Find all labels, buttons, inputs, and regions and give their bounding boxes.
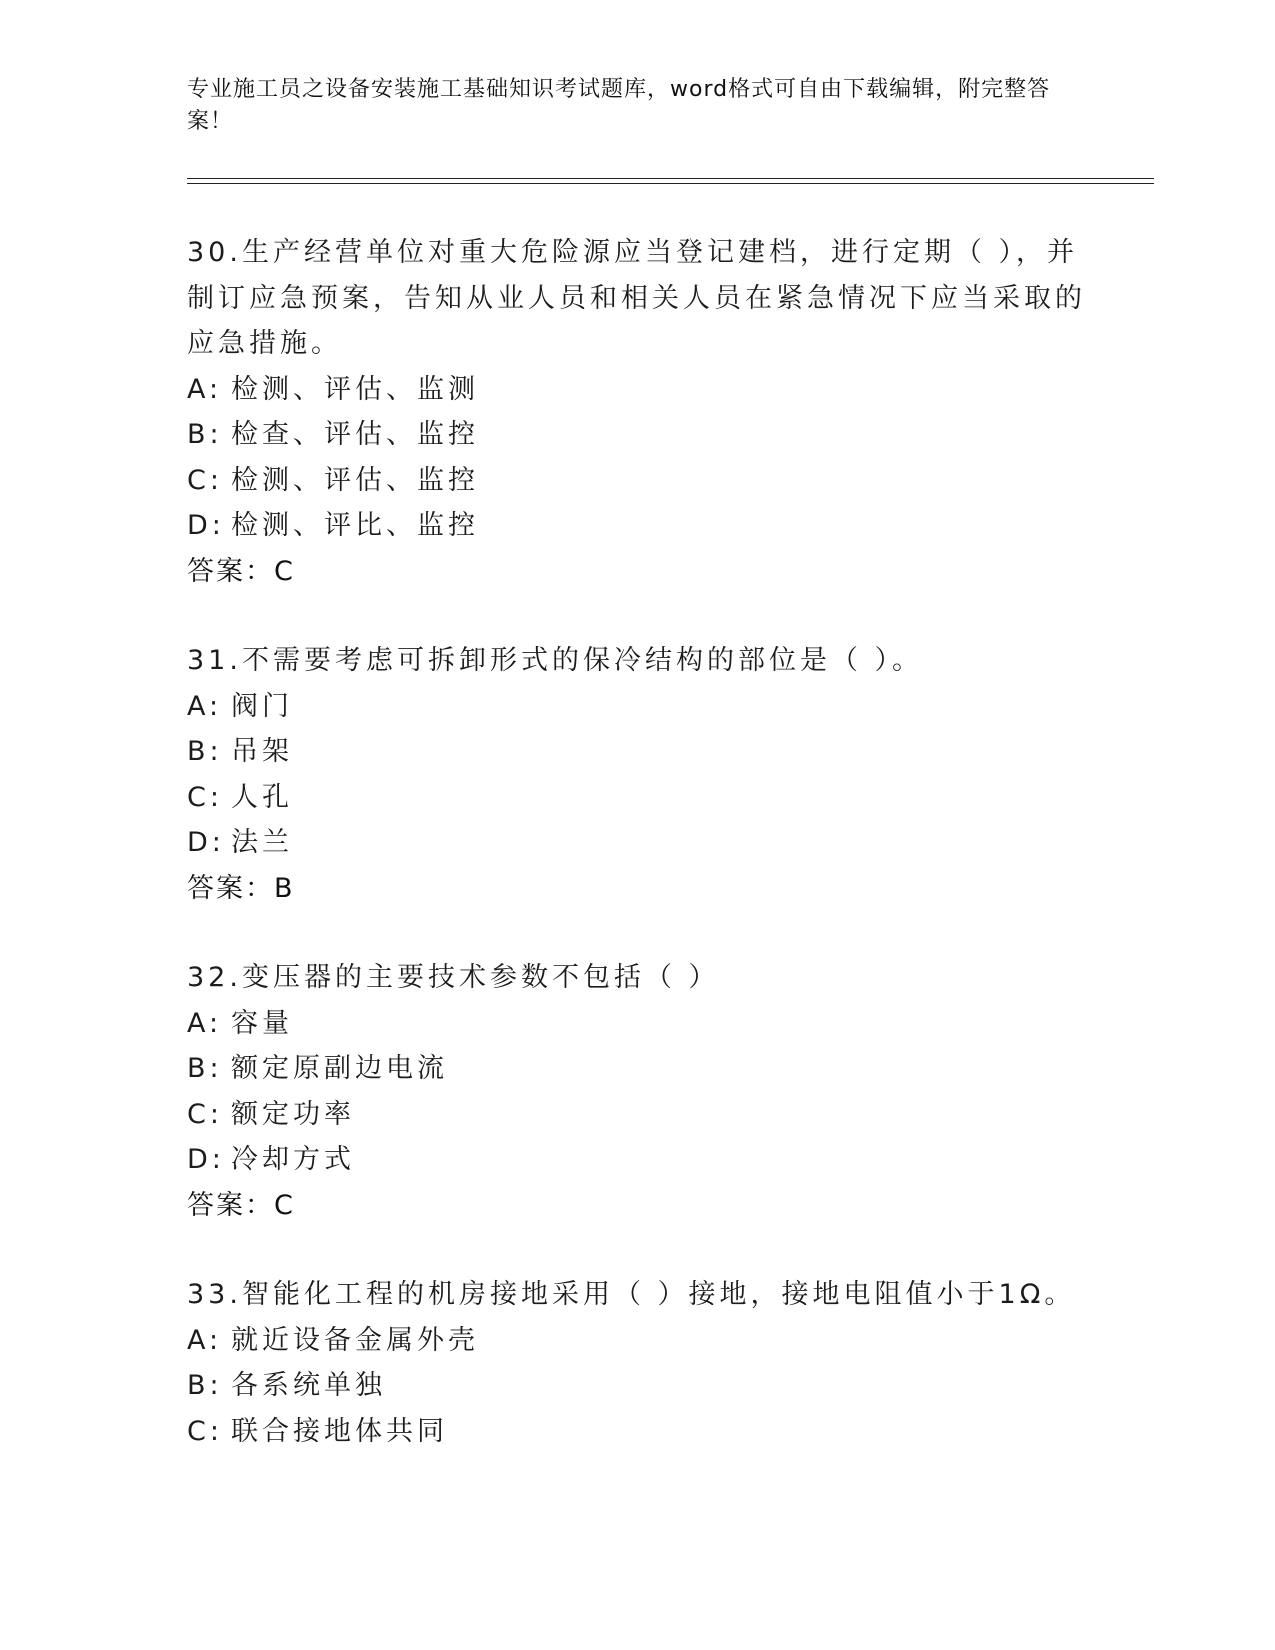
option-letter: C: — [187, 1098, 223, 1130]
option-text: 检测、评比、监控 — [231, 510, 479, 541]
option-text: 额定原副边电流 — [231, 1053, 448, 1084]
question-32 — [187, 955, 1087, 1228]
option-a — [187, 1001, 1087, 1047]
answer-label: 答案： — [187, 1189, 274, 1221]
option-letter: A: — [187, 1324, 223, 1356]
answer — [187, 866, 1087, 912]
option-text: 容量 — [231, 1007, 293, 1039]
option-d — [187, 820, 1087, 866]
option-text: 阀门 — [231, 690, 293, 722]
question-30 — [187, 230, 1087, 594]
answer — [187, 1183, 1087, 1229]
question-text: 31.不需要考虑可拆卸形式的保冷结构的部位是（ ）。 — [187, 645, 924, 676]
option-letter: D: — [187, 1144, 225, 1175]
option-text: 额定功率 — [231, 1098, 355, 1130]
option-text: 法兰 — [231, 827, 293, 858]
answer-value: C — [274, 555, 293, 587]
option-letter: D: — [187, 827, 225, 858]
option-a — [187, 1318, 1087, 1364]
option-text: 联合接地体共同 — [231, 1415, 448, 1447]
option-letter: C: — [187, 464, 223, 496]
question-text: 32.变压器的主要技术参数不包括（ ） — [187, 962, 720, 993]
option-b — [187, 412, 1087, 458]
option-d — [187, 1137, 1087, 1183]
answer-value: B — [274, 872, 293, 904]
header-rule-top — [187, 178, 1154, 179]
option-letter: D: — [187, 510, 225, 541]
option-letter: C: — [187, 781, 223, 813]
option-letter: B: — [187, 419, 223, 450]
option-a — [187, 367, 1087, 413]
option-a — [187, 684, 1087, 730]
option-c — [187, 458, 1087, 504]
option-text: 检测、评估、监测 — [231, 373, 479, 405]
document-header: 专业施工员之设备安装施工基础知识考试题库，word格式可自由下载编辑，附完整答案！ — [187, 77, 1051, 134]
option-c — [187, 1409, 1087, 1455]
answer-label: 答案： — [187, 872, 274, 904]
option-b — [187, 1363, 1087, 1409]
option-text: 就近设备金属外壳 — [231, 1324, 479, 1356]
option-letter: A: — [187, 1007, 223, 1039]
question-text: 33.智能化工程的机房接地采用（ ）接地，接地电阻值小于1Ω。 — [187, 1279, 1076, 1310]
header-rule-bottom — [187, 183, 1154, 184]
option-d — [187, 503, 1087, 549]
option-letter: A: — [187, 690, 223, 722]
option-text: 人孔 — [231, 781, 293, 813]
option-text: 冷却方式 — [231, 1144, 355, 1175]
option-text: 检查、评估、监控 — [231, 419, 479, 450]
answer-label: 答案： — [187, 555, 274, 587]
option-text: 吊架 — [231, 736, 293, 767]
option-c — [187, 1092, 1087, 1138]
answer — [187, 549, 1087, 595]
option-letter: A: — [187, 373, 223, 405]
question-33 — [187, 1272, 1087, 1454]
option-letter: B: — [187, 736, 223, 767]
option-b — [187, 729, 1087, 775]
option-text: 各系统单独 — [231, 1370, 386, 1401]
question-31 — [187, 638, 1087, 911]
option-letter: C: — [187, 1415, 223, 1447]
option-text: 检测、评估、监控 — [231, 464, 479, 496]
question-list — [187, 230, 1087, 1498]
answer-value: C — [274, 1189, 293, 1221]
option-b — [187, 1046, 1087, 1092]
option-letter: B: — [187, 1053, 223, 1084]
option-c — [187, 775, 1087, 821]
question-text: 30.生产经营单位对重大危险源应当登记建档，进行定期（ ），并制订应急预案，告知从业人员和相关人员在紧急情况下应当采取的应急措施。 — [187, 237, 1086, 359]
option-letter: B: — [187, 1370, 223, 1401]
